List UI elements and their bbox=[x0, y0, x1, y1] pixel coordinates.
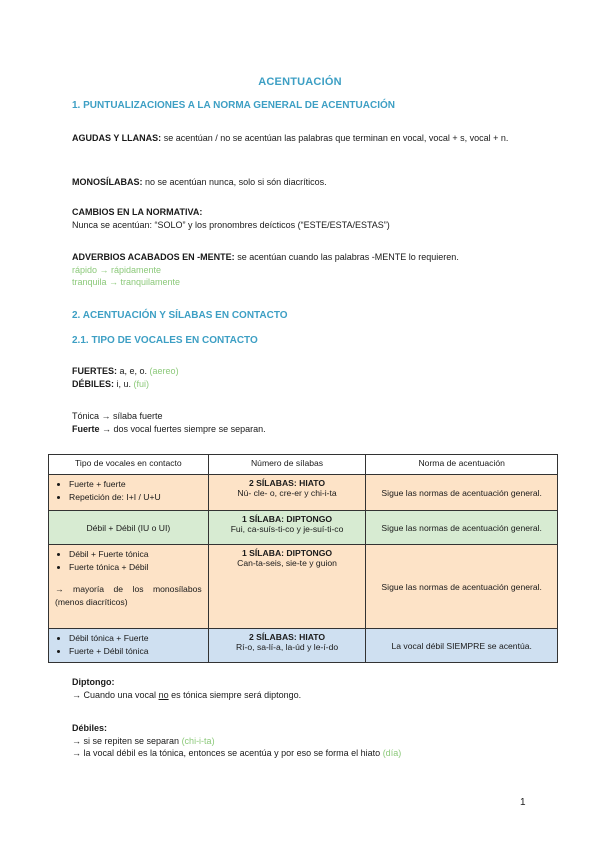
row4-tipo bbox=[49, 629, 209, 663]
diptongo-paragraph bbox=[72, 676, 532, 701]
cambios-paragraph bbox=[72, 206, 532, 231]
row1-syl-title: 2 SÍLABAS: HIATO bbox=[249, 478, 326, 488]
mono-paragraph bbox=[72, 176, 532, 189]
row3-silabas bbox=[208, 545, 366, 629]
row4-norma: La vocal débil SIEMPRE se acentúa. bbox=[366, 629, 558, 663]
debiles-line1: → si se repiten se separan bbox=[72, 735, 182, 746]
row3-tipo bbox=[49, 545, 209, 629]
diptongo-no: no bbox=[158, 689, 169, 700]
example-tranquila: tranquila → tranquilamente bbox=[72, 277, 181, 287]
agudas-paragraph bbox=[72, 132, 532, 145]
list-item: • Fuerte tónica + Débil bbox=[69, 561, 202, 574]
debiles-line1-example: (chi-i-ta) bbox=[181, 735, 215, 746]
debiles-notes bbox=[72, 722, 532, 760]
debiles-line2: → la vocal débil es la tónica, entonces se acentúa y por eso se forma el hiato bbox=[72, 748, 383, 758]
row4-silabas bbox=[208, 629, 366, 663]
header-silabas: Número de sílabas bbox=[208, 455, 366, 475]
mono-label: MONOSÍLABAS: bbox=[72, 177, 143, 187]
row1-syl-example: Nú- cle- o, cre-er y chi-i-ta bbox=[237, 488, 337, 498]
page-number: 1 bbox=[520, 797, 526, 808]
row1-norma: Sigue las normas de acentuación general. bbox=[366, 475, 558, 511]
row2-syl-example: Fui, ca-suís-ti-co y je-suí-ti-co bbox=[230, 524, 344, 534]
table-row bbox=[49, 475, 558, 511]
row3-note: → mayoría de los monosílabos (menos diacríticos) bbox=[55, 584, 202, 607]
header-norma: Norma de acentuación bbox=[366, 455, 558, 475]
list-item: • Débil tónica + Fuerte bbox=[69, 632, 202, 645]
fuerte-label: Fuerte bbox=[72, 423, 100, 434]
row2-silabas bbox=[208, 511, 366, 545]
row1-tipo bbox=[49, 475, 209, 511]
debiles-example: (fui) bbox=[133, 378, 150, 389]
diptongo-pre: → Cuando una vocal bbox=[72, 689, 159, 700]
table-row bbox=[49, 511, 558, 545]
mono-text: no se acentúan nunca, solo si són diacríticos. bbox=[142, 177, 327, 187]
vowel-contact-table bbox=[48, 454, 558, 663]
fuertes-text: a, e, o. bbox=[117, 366, 148, 376]
row1-silabas bbox=[208, 475, 366, 511]
table-row bbox=[49, 545, 558, 629]
agudas-text: se acentúan / no se acentúan las palabras que terminan en vocal, vocal + s, vocal + n. bbox=[161, 133, 509, 143]
fuertes-example: (aereo) bbox=[149, 366, 179, 376]
row2-tipo: Débil + Débil (IU o UI) bbox=[49, 511, 209, 545]
cambios-label: CAMBIOS EN LA NORMATIVA: bbox=[72, 207, 203, 217]
section2-heading: 2. ACENTUACIÓN Y SÍLABAS EN CONTACTO bbox=[72, 310, 288, 321]
header-tipo: Tipo de vocales en contacto bbox=[49, 455, 209, 475]
debiles-line2-example: (día) bbox=[382, 748, 402, 758]
fuertes-label: FUERTES: bbox=[72, 366, 117, 376]
tonica-line: Tónica → sílaba fuerte bbox=[72, 411, 163, 421]
tonica-paragraph bbox=[72, 410, 532, 435]
table-header-row bbox=[49, 455, 558, 475]
table-row bbox=[49, 629, 558, 663]
cambios-text: Nunca se acentúan: “SOLO” y los pronombres deícticos (“ESTE/ESTA/ESTAS”) bbox=[72, 219, 390, 230]
fuerte-text: → dos vocal fuertes siempre se separan. bbox=[99, 423, 266, 434]
section1-heading: 1. PUNTUALIZACIONES A LA NORMA GENERAL DE ACENTUACIÓN bbox=[72, 100, 395, 111]
debiles-notes-label: Débiles: bbox=[72, 723, 108, 733]
diptongo-label: Diptongo: bbox=[72, 677, 115, 687]
row3-norma: Sigue las normas de acentuación general. bbox=[366, 545, 558, 629]
list-item: • Repetición de: I+I / U+U bbox=[69, 491, 202, 504]
list-item: • Fuerte + Débil tónica bbox=[69, 645, 202, 658]
page-title: ACENTUACIÓN bbox=[258, 76, 342, 88]
example-rapido: rápido → rápidamente bbox=[72, 264, 162, 275]
debiles-text: i, u. bbox=[114, 378, 132, 389]
row3-syl-example: Can-ta-seis, sie-te y guion bbox=[237, 558, 337, 568]
list-item: • Fuerte + fuerte bbox=[69, 478, 202, 491]
row2-syl-title: 1 SÍLABA: DIPTONGO bbox=[242, 514, 333, 524]
vocales-paragraph bbox=[72, 365, 532, 390]
list-item: • Débil + Fuerte tónica bbox=[69, 548, 202, 561]
row4-syl-title: 2 SÍLABAS: HIATO bbox=[249, 632, 326, 642]
section2-subheading: 2.1. TIPO DE VOCALES EN CONTACTO bbox=[72, 335, 258, 346]
diptongo-post: es tónica siempre será diptongo. bbox=[168, 689, 302, 700]
row4-syl-example: Rí-o, sa-lí-a, la-úd y le-í-do bbox=[235, 642, 339, 652]
adverbios-paragraph bbox=[72, 251, 532, 289]
agudas-label: AGUDAS Y LLANAS: bbox=[72, 133, 162, 143]
row2-norma: Sigue las normas de acentuación general. bbox=[366, 511, 558, 545]
debiles-label: DÉBILES: bbox=[72, 378, 115, 389]
adverbios-text: se acentúan cuando las palabras -MENTE lo requieren. bbox=[234, 252, 459, 262]
adverbios-label: ADVERBIOS ACABADOS EN -MENTE: bbox=[72, 252, 235, 262]
row3-syl-title: 1 SÍLABA: DIPTONGO bbox=[242, 548, 333, 558]
